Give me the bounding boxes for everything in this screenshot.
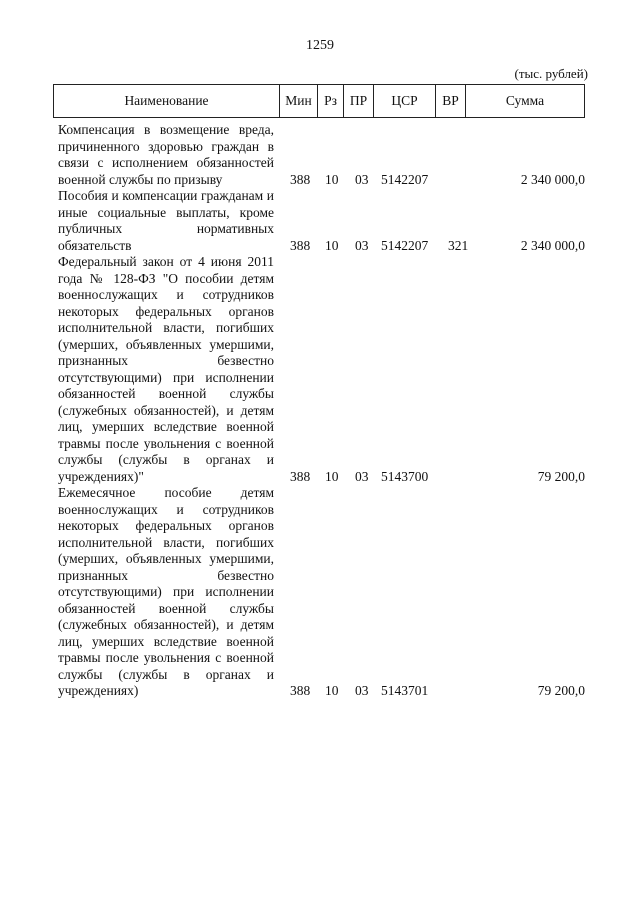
header-rz: Рз (317, 85, 343, 117)
table-body (58, 122, 588, 700)
page-number: 1259 (306, 38, 334, 53)
table-row (58, 254, 588, 485)
row-min: 388 (290, 683, 311, 698)
header-min: Мин (279, 85, 317, 117)
row-rz: 10 (325, 468, 339, 484)
units-label: (тыс. рублей) (514, 66, 588, 81)
row-values (58, 238, 588, 255)
row-csr: 5142207 (381, 171, 429, 187)
row-sum: 2 340 000,0 (520, 171, 585, 187)
row-csr: 5143701 (381, 683, 429, 698)
row-name: Компенсация в возмещение вреда, причиненного здоровью граждан в связи с исполнением обязанностей военной службы по призыву (58, 122, 274, 187)
row-sum: 79 200,0 (537, 683, 585, 698)
row-rz: 10 (325, 683, 339, 698)
row-values (58, 172, 588, 189)
table-row (58, 122, 588, 188)
row-rz: 10 (325, 237, 339, 253)
row-name: Ежемесячное пособие детям военнослужащих и сотрудников некоторых федеральных органов исполнительной власти, погибших (умерших, объявленных умершими, признанных безвестно отсутствующими) при исполнении обязанностей военной службы (служебных обязанностей), и детям лиц, умерших вследствие военной травмы после увольнения с военной службы (службы в органах и учреждениях) (58, 485, 274, 698)
row-name: Федеральный закон от 4 июня 2011 года № 128-ФЗ "О пособии детям военнослужащих и сотрудников некоторых федеральных органов исполнительной власти, погибших (умерших, объявленных умершими, признанных безвестно отсутствующими) при исполнении обязанностей военной службы (служебных обязанностей), и детям лиц, умерших вследствие военной травмы после увольнения с военной службы (службы в органах и учреждениях)" (58, 254, 274, 484)
row-name: Пособия и компенсации гражданам и иные социальные выплаты, кроме публичных нормативных обязательств (58, 188, 274, 253)
table-row (58, 485, 588, 700)
header-sum: Сумма (465, 85, 584, 117)
row-pr: 03 (355, 237, 369, 253)
row-min: 388 (290, 237, 311, 253)
row-csr: 5142207 (381, 237, 429, 253)
row-sum: 79 200,0 (537, 468, 585, 484)
row-csr: 5143700 (381, 468, 429, 484)
row-sum: 2 340 000,0 (520, 237, 585, 253)
row-pr: 03 (355, 171, 369, 187)
table-header (53, 84, 585, 118)
header-name: Наименование (53, 85, 279, 117)
row-vr: 321 (448, 237, 469, 253)
table-row (58, 188, 588, 254)
header-vr: ВР (435, 85, 465, 117)
row-rz: 10 (325, 171, 339, 187)
row-pr: 03 (355, 468, 369, 484)
header-csr: ЦСР (373, 85, 435, 117)
row-min: 388 (290, 171, 311, 187)
row-values (58, 469, 588, 486)
row-min: 388 (290, 468, 311, 484)
row-values (58, 683, 588, 700)
header-pr: ПР (343, 85, 373, 117)
row-pr: 03 (355, 683, 369, 698)
